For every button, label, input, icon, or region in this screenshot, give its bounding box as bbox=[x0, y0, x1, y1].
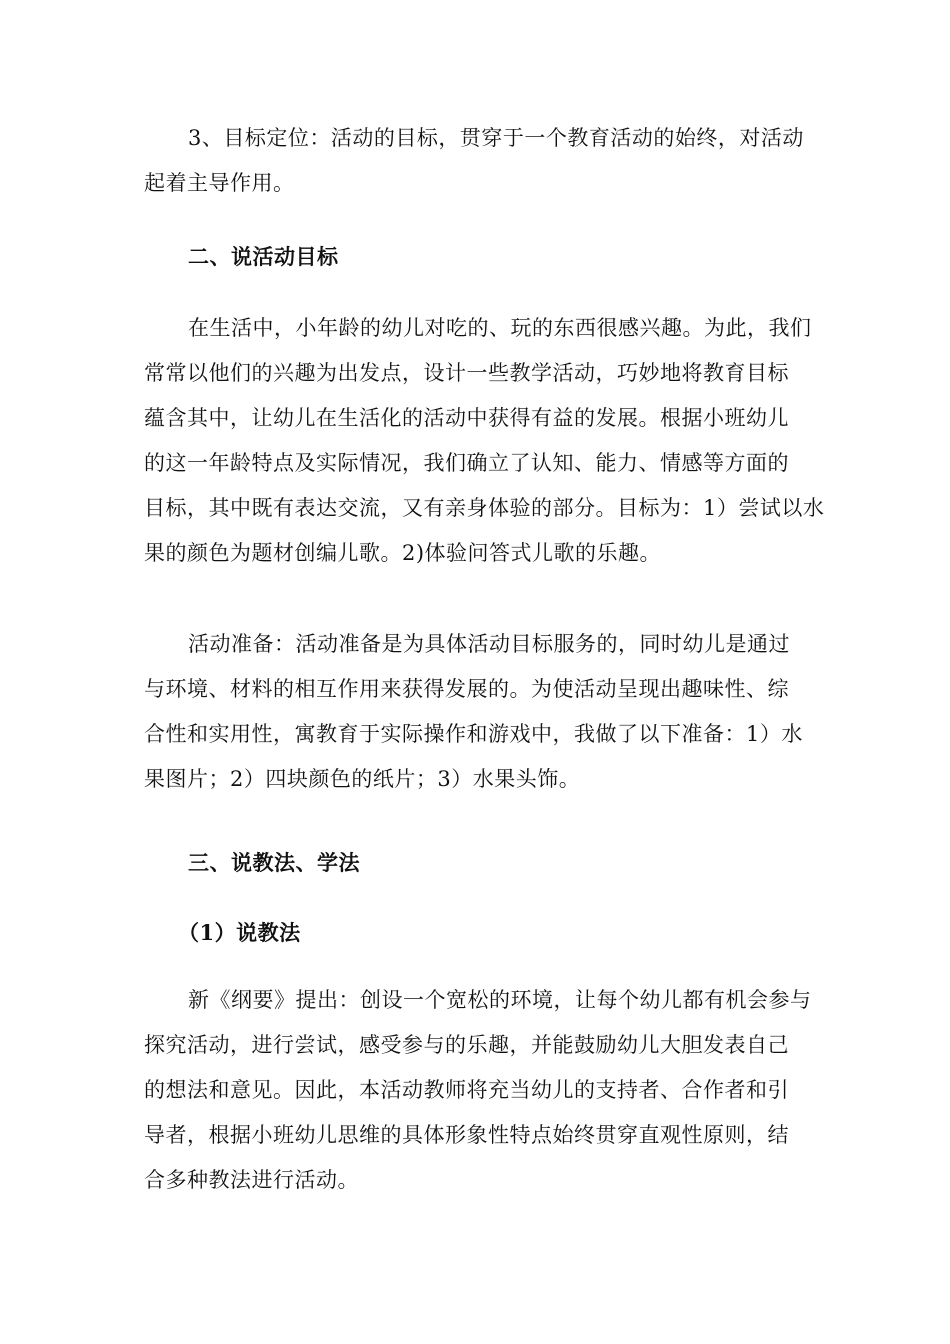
paragraph-teaching-method bbox=[144, 978, 812, 1203]
text-line: 合性和实用性，寓教育于实际操作和游戏中，我做了以下准备：1）水 bbox=[144, 722, 803, 746]
text-line: 导者，根据小班幼儿思维的具体形象性特点始终贯穿直观性原则，结 bbox=[144, 1123, 789, 1147]
text-line: 探究活动，进行尝试，感受参与的乐趣，并能鼓励幼儿大胆发表自己 bbox=[144, 1033, 789, 1057]
text-line: 果的颜色为题材创编儿歌。2)体验问答式儿歌的乐趣。 bbox=[144, 541, 662, 565]
text-line: 活动准备：活动准备是为具体活动目标服务的，同时幼儿是通过 bbox=[188, 632, 790, 656]
subheading-teaching-method: （1）说教法 bbox=[178, 920, 301, 945]
text-line: 的想法和意见。因此，本活动教师将充当幼儿的支持者、合作者和引 bbox=[144, 1078, 789, 1102]
text-line: 起着主导作用。 bbox=[144, 171, 295, 195]
paragraph-goal-position bbox=[144, 116, 808, 206]
text-line: 3、目标定位：活动的目标，贯穿于一个教育活动的始终，对活动 bbox=[188, 126, 804, 150]
text-line: 目标，其中既有表达交流，又有亲身体验的部分。目标为：1）尝试以水 bbox=[144, 496, 825, 520]
text-line: 蕴含其中，让幼儿在生活化的活动中获得有益的发展。根据小班幼儿 bbox=[144, 406, 789, 430]
text-line: 的这一年龄特点及实际情况，我们确立了认知、能力、情感等方面的 bbox=[144, 451, 789, 475]
text-line: 与环境、材料的相互作用来获得发展的。为使活动呈现出趣味性、综 bbox=[144, 677, 789, 701]
paragraph-activity-preparation bbox=[144, 622, 808, 802]
text-line: 常常以他们的兴趣为出发点，设计一些教学活动，巧妙地将教育目标 bbox=[144, 361, 789, 385]
text-line: 果图片；2）四块颜色的纸片；3）水果头饰。 bbox=[144, 767, 581, 791]
section-heading-teaching-methods: 三、说教法、学法 bbox=[188, 851, 360, 875]
section-heading-activity-goals: 二、说活动目标 bbox=[188, 245, 339, 269]
text-line: 在生活中，小年龄的幼儿对吃的、玩的东西很感兴趣。为此，我们 bbox=[188, 316, 812, 340]
text-line: 新《纲要》提出：创设一个宽松的环境，让每个幼儿都有机会参与 bbox=[188, 988, 812, 1012]
paragraph-activity-goals bbox=[144, 306, 825, 576]
text-line: 合多种教法进行活动。 bbox=[144, 1168, 359, 1192]
